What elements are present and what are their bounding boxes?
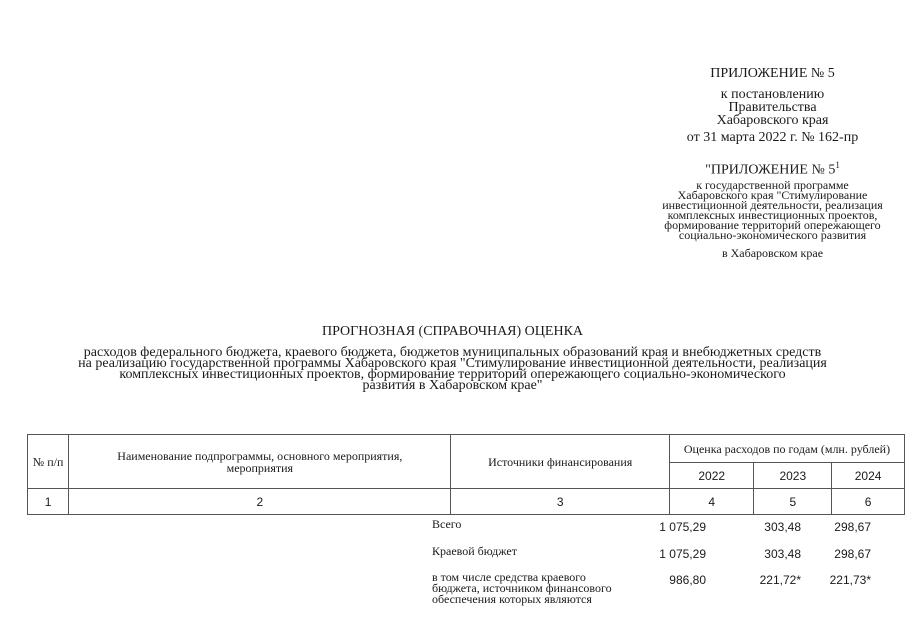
row-label-regional-budget: Краевой бюджет xyxy=(432,544,517,558)
value-cell: 298,67 xyxy=(834,547,871,561)
quoted-appendix-title xyxy=(640,160,905,179)
value-cell: 298,67 xyxy=(834,520,871,534)
column-number: 5 xyxy=(754,489,832,515)
value-cell: 221,73* xyxy=(829,573,871,587)
quoted-appendix-line: формирование территорий опережающего xyxy=(664,218,881,232)
appendix-title: ПРИЛОЖЕНИЕ № 5 xyxy=(710,66,835,81)
appendix-reference xyxy=(640,88,905,127)
value-cell: 1 075,29 xyxy=(659,547,706,561)
row-label-total: Всего xyxy=(432,517,462,531)
quoted-appendix-last-line: в Хабаровском крае xyxy=(721,246,824,260)
subtitle-line: на реализацию государственной программы Хабаровского края "Стимулирование инвестиционной деятельности, реализация xyxy=(78,356,827,371)
column-header-name: Наименование подпрограммы, основного мероприятия, мероприятия xyxy=(69,435,451,489)
year-header: 2023 xyxy=(754,463,832,489)
column-header-number: № п/п xyxy=(28,435,69,489)
column-number: 6 xyxy=(832,489,905,515)
quoted-appendix-line: комплексных инвестиционных проектов, xyxy=(667,208,878,222)
appendix-date: от 31 марта 2022 г. № 162-пр xyxy=(686,130,859,145)
column-number: 2 xyxy=(69,489,451,515)
row-label-including xyxy=(432,572,612,605)
subtitle-line: расходов федерального бюджета, краевого бюджета, бюджетов муниципальных образований края и внебюджетных средств xyxy=(83,345,822,360)
column-number: 4 xyxy=(669,489,754,515)
quoted-appendix-line: к государственной программе xyxy=(696,178,849,192)
value-cell: 1 075,29 xyxy=(659,520,706,534)
document-subtitle xyxy=(0,347,905,391)
value-cell: 221,72* xyxy=(759,573,801,587)
quoted-appendix-superscript: 1 xyxy=(835,160,840,170)
quoted-appendix-line: инвестиционной деятельности, реализация xyxy=(662,198,883,212)
row-label-line: в том числе средства краевого xyxy=(432,570,586,584)
appendix-line: Хабаровского края xyxy=(716,113,829,128)
appendix-line: к постановлению xyxy=(720,87,825,102)
year-header: 2022 xyxy=(669,463,754,489)
value-cell: 303,48 xyxy=(764,547,801,561)
column-number: 3 xyxy=(451,489,670,515)
year-header: 2024 xyxy=(832,463,905,489)
column-header-estimate: Оценка расходов по годам (млн. рублей) xyxy=(669,435,904,463)
subtitle-line: развития в Хабаровском крае" xyxy=(362,378,543,393)
value-cell: 303,48 xyxy=(764,520,801,534)
row-label-line: обеспечения которых являются xyxy=(432,592,592,606)
quoted-appendix-line: социально-экономического развития xyxy=(678,228,867,242)
column-header-source: Источники финансирования xyxy=(451,435,670,489)
row-label-line: бюджета, источником финансового xyxy=(432,581,612,595)
quoted-appendix-text xyxy=(640,180,905,240)
column-number: 1 xyxy=(28,489,69,515)
appendix-line: Правительства xyxy=(728,100,817,115)
quoted-appendix-line: Хабаровского края "Стимулирование xyxy=(677,188,868,202)
value-cell: 986,80 xyxy=(669,573,706,587)
estimate-table xyxy=(27,434,905,515)
quoted-appendix-title-text: "ПРИЛОЖЕНИЕ № 5 xyxy=(705,162,836,178)
subtitle-line: комплексных инвестиционных проектов, формирование территорий опережающего социально-экономического xyxy=(119,367,786,382)
document-title: ПРОГНОЗНАЯ (СПРАВОЧНАЯ) ОЦЕНКА xyxy=(321,324,584,339)
